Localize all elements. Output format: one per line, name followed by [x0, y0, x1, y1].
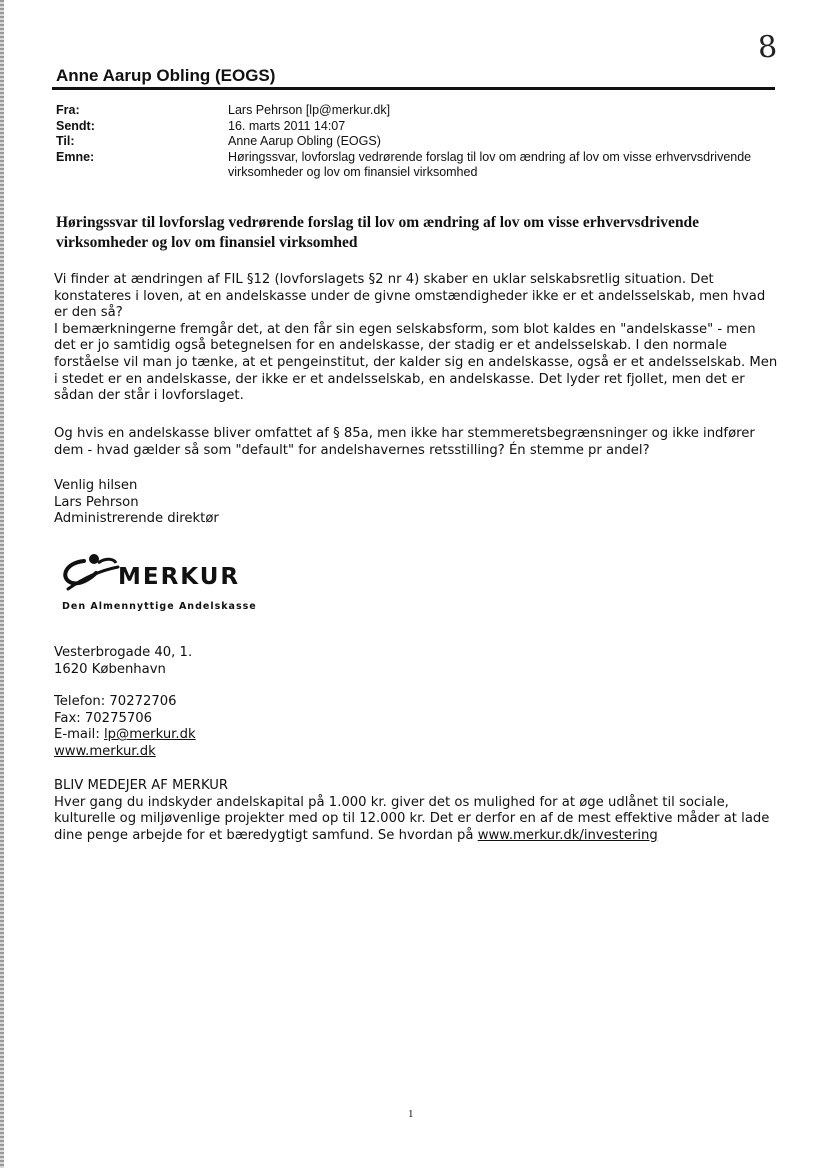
sender-header: Anne Aarup Obling (EOGS) — [56, 66, 276, 85]
footer-page-number: 1 — [408, 1108, 414, 1120]
meta-label-to: Til: — [56, 134, 75, 148]
contact-email-link[interactable]: lp@merkur.dk — [103, 727, 196, 743]
handwritten-page-number: 8 — [756, 29, 779, 66]
signature-title: Administrerende direktør — [54, 511, 219, 527]
contact-phone: Telefon: 70272706 — [54, 694, 177, 709]
website-link[interactable]: www.merkur.dk — [54, 743, 156, 759]
signature-name: Lars Pehrson — [54, 494, 139, 510]
meta-label-from: Fra: — [56, 103, 80, 117]
meta-label-subject: Emne: — [56, 149, 95, 164]
contact-fax: Fax: 70275706 — [54, 710, 153, 726]
meta-value-subject: Høringssvar, lovforslag vedrørende forslag til lov om ændring af lov om visse erhvervsdrivende virksomheder og lov om finansiel virksomhed — [228, 149, 752, 179]
investering-link[interactable]: www.merkur.dk/investering — [477, 827, 658, 843]
body-paragraph-1: Vi finder at ændringen af FIL §12 (lovforslagets §2 nr 4) skaber en uklar selskabsretlig situation. Det konstateres i loven, at en andelskasse under de givne omstændigheder ikke er et andelsselskab, men hvad er den så? I bemærkningerne fremgår det, at den får sin egen selskabsform, som blot kaldes en "andelskasse" - men det er jo samtidig også betegnelsen for en andelskasse, der stadig er et andelsselskab. I den normale forståelse vil man jo tænke, at et pengeinstitut, der kalder sig en andelskasse, også er et andelsselskab. Men i stedet er en andelskasse, der ikke er et andelsselskab, en andelskasse. Det lyder ret fjollet, men det er sådan der står i lovforslaget. — [54, 272, 778, 404]
logo-wordmark: MERKUR — [118, 564, 241, 590]
promo-text: Hver gang du indskyder andelskapital på 1.000 kr. giver det os mulighed for at øge udlånet til sociale, kulturelle og miljøvenlige projekter med op til 12.000 kr. Det er derfor en af de mest effektive måder at lade dine penge arbejde for et bæredygtigt samfund. Se hvordan på — [54, 794, 770, 843]
meta-row-sent — [56, 119, 776, 135]
scan-edge-artifact — [0, 0, 4, 1168]
address-block — [54, 645, 779, 678]
meta-label-sent: Sendt: — [56, 118, 95, 133]
contact-block — [54, 694, 779, 760]
signature-block — [54, 478, 779, 528]
promo-block — [54, 778, 779, 844]
meta-value-from: Lars Pehrson [lp@merkur.dk] — [228, 103, 391, 117]
subject-title: Høringssvar til lovforslag vedrørende forslag til lov om ændring af lov om visse erhvervsdrivende virksomheder og lov om finansiel virksomhed — [56, 214, 700, 251]
address-city: 1620 København — [54, 661, 166, 677]
meta-row-from — [56, 103, 776, 119]
header-divider — [52, 87, 775, 90]
promo-heading: BLIV MEDEJER AF MERKUR — [54, 778, 229, 793]
logo-tagline: Den Almennyttige Andelskasse — [62, 601, 257, 612]
meta-row-to — [56, 134, 776, 150]
contact-email-label: E-mail: — [54, 727, 104, 743]
meta-value-sent: 16. marts 2011 14:07 — [228, 118, 346, 133]
merkur-logo — [58, 549, 258, 615]
signature-greeting: Venlig hilsen — [54, 478, 138, 493]
email-metadata — [56, 103, 776, 181]
meta-row-subject — [56, 150, 776, 181]
meta-value-to: Anne Aarup Obling (EOGS) — [228, 134, 381, 148]
address-street: Vesterbrogade 40, 1. — [54, 645, 193, 660]
body-paragraph-2: Og hvis en andelskasse bliver omfattet af § 85a, men ikke har stemmeretsbegrænsninger og ikke indfører dem - hvad gælder så som "default" for andelshavernes retsstilling? Én stemme pr andel? — [54, 426, 755, 458]
